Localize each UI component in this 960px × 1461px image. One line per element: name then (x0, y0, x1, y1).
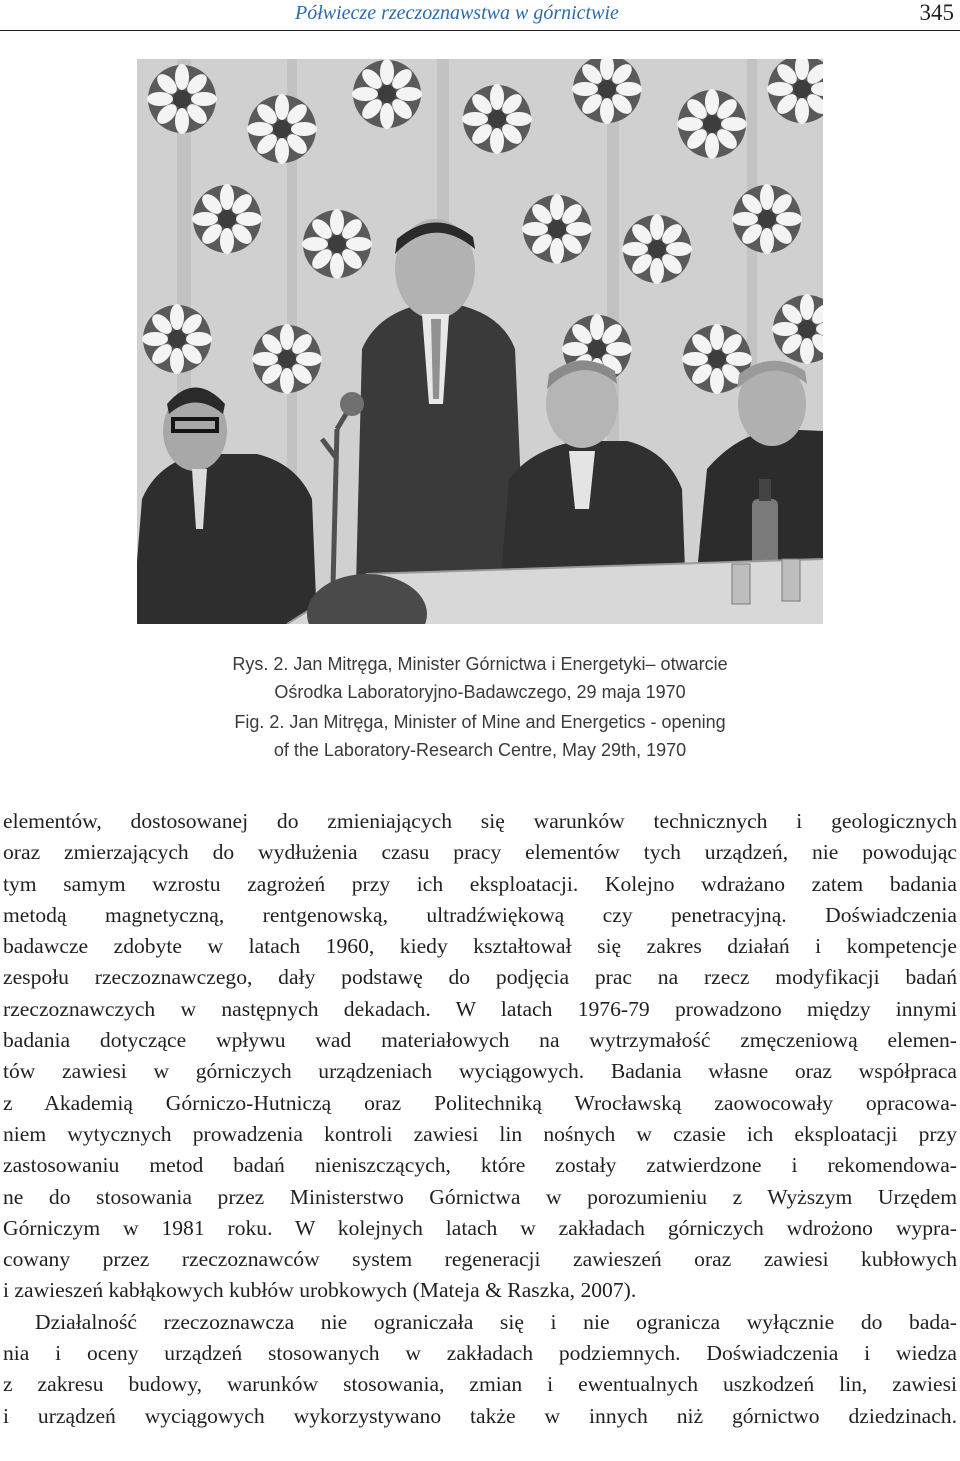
photo-meeting-icon (137, 59, 823, 624)
caption-line: Rys. 2. Jan Mitręga, Minister Górnictwa i Energetyki– otwarcie (232, 654, 728, 674)
caption-line: Ośrodka Laboratoryjno-Badawczego, 29 maja 1970 (274, 682, 686, 702)
header-rule (0, 30, 960, 31)
text-line: i urządzeń wyciągowych wykorzystywano także w innych niż górnictwo dziedzinach. (3, 1403, 957, 1428)
text-line: badawcze zdobyte w latach 1960, kiedy kształtował się zakres działań i kompetencje (3, 934, 957, 959)
text-line: badania dotyczące wpływu wad materiałowych na wytrzymałość zmęczeniową elemen- (3, 1028, 957, 1053)
text-line: Górniczym w 1981 roku. W kolejnych latach w zakładach górniczych wdrożono wypra- (3, 1215, 957, 1240)
text-line: tów zawiesi w górniczych urządzeniach wyciągowych. Badania własne oraz współpraca (3, 1059, 957, 1084)
text-line: cowany przez rzeczoznawców system regeneracji zawieszeń oraz zawiesi kubłowych (3, 1247, 957, 1272)
running-title: Półwiecze rzeczoznawstwa w górnictwie (295, 2, 619, 24)
text-line: niem wytycznych prowadzenia kontroli zawiesi lin nośnych w czasie ich eksploatacji przy (3, 1121, 957, 1146)
paragraph-2 (3, 1307, 957, 1432)
body-text (3, 806, 957, 1432)
text-line: oraz zmierzających do wydłużenia czasu pracy elementów tych urządzeń, nie powodując (3, 840, 957, 865)
text-line: metodą magnetyczną, rentgenowską, ultradźwiękową czy penetracyjną. Doświadczenia (3, 902, 957, 927)
running-header (0, 0, 960, 34)
text-line: elementów, dostosowanej do zmieniających się warunków technicznych i geologicznych (3, 809, 957, 833)
text-line: ne do stosowania przez Ministerstwo Górnictwa w porozumieniu z Wyższym Urzędem (3, 1184, 957, 1209)
figure-caption-pl (0, 650, 960, 706)
text-line: z Akademią Górniczo-Hutniczą oraz Politechniką Wrocławską zaowocowały opracowa- (3, 1090, 957, 1115)
text-line: nia i oceny urządzeń stosowanych w zakładach podziemnych. Doświadczenia i wiedza (3, 1341, 957, 1366)
caption-line: Fig. 2. Jan Mitręga, Minister of Mine and Energetics - opening (234, 712, 726, 732)
text-line: tym samym wzrostu zagrożeń przy ich eksploatacji. Kolejno wdrażano zatem badania (3, 871, 957, 896)
text-line: zastosowaniu metod badań nieniszczących, które zostały zatwierdzone i rekomendowa- (3, 1153, 957, 1178)
page-number: 345 (919, 0, 954, 25)
paragraph-1 (3, 806, 957, 1307)
text-line: rzeczoznawczych w następnych dekadach. W latach 1976-79 prowadzono między innymi (3, 996, 957, 1021)
text-line: zespołu rzeczoznawczego, dały podstawę do podjęcia prac na rzecz modyfikacji badań (3, 965, 957, 990)
text-line: Działalność rzeczoznawcza nie ograniczała się i nie ogranicza wyłącznie do bada- (35, 1309, 957, 1334)
caption-line: of the Laboratory-Research Centre, May 29th, 1970 (273, 740, 687, 760)
text-line: z zakresu budowy, warunków stosowania, zmian i ewentualnych uszkodzeń lin, zawiesi (3, 1372, 957, 1397)
text-line: i zawieszeń kabłąkowych kubłów urobkowych (Mateja & Raszka, 2007). (3, 1278, 637, 1303)
figure-caption-en (0, 708, 960, 764)
